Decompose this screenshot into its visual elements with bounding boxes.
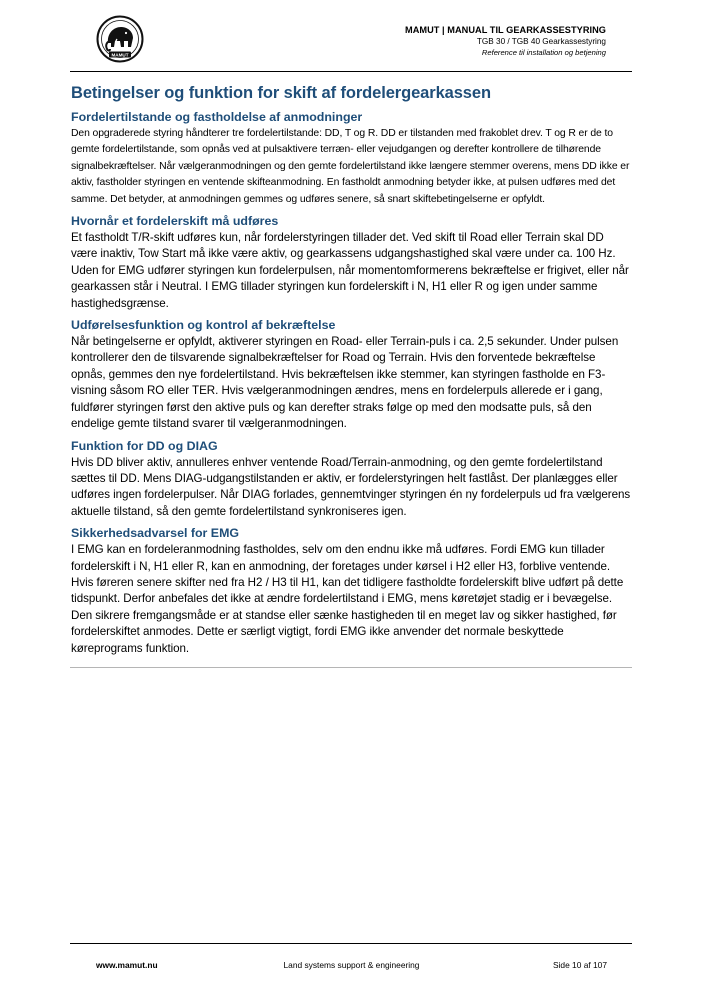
- section-paragraph: Et fastholdt T/R-skift udføres kun, når fordelerstyringen tillader det. Ved skift til Road eller Terrain skal DD være inaktiv, Tow Start må ikke være aktiv, og gearkassens udgangshastighed skal være under ca. 100 Hz. Uden for EMG udfører styringen kun fordelerpulsen, når momentomformerens bekræftelse er frigivet, eller når gearkassen står i Neutral. I EMG tillader styringen kun fordelerskift i N, H1 eller R og igen under samme hastighedsgrænse.: [71, 231, 629, 310]
- section-paragraph: Hvis DD bliver aktiv, annulleres enhver ventende Road/Terrain-anmodning, og den gemte fordelertilstand sættes til DD. Mens DIAG-udgangstilstanden er aktiv, er fordelerstyringen helt fastlåst. Der planlægges eller udføres ingen fordelerpulser. Når DIAG forlades, gennemtvinger styringen én ny fordelerpuls ud fra vælgerens aktuelle tilstand, så den gemte fordelertilstand synkroniseres igen.: [71, 455, 631, 518]
- section-heading: Sikkerhedsadvarsel for EMG: [71, 526, 240, 541]
- header-subtitle: TGB 30 / TGB 40 Gearkassestyring: [476, 37, 606, 46]
- logo-text: MAMUT: [111, 52, 129, 58]
- header-divider: [70, 71, 632, 72]
- section-paragraph: Den opgraderede styring håndterer tre fordelertilstande: DD, T og R. DD er tilstanden med frakoblet drev. T og R er de to gemte fordelertilstande, som opnås ved at pulsaktivere terræn- eller vejudgangen og derefter kontrollere de tilhørende signalbekræftelser. Når vælgeranmodningen og den gemte fordelertilstand ikke længere stemmer overens, mens DD ikke er aktiv, fastholder styringen en ventende skifteanmodning. En fastholdt anmodning betyder ikke, at pulsen udføres med det samme. Det betyder, at anmodningen gemmes og udføres senere, så snart skiftebetingelserne er opfyldt.: [71, 128, 630, 205]
- content-end-divider: [70, 667, 632, 668]
- section-paragraph: I EMG kan en fordeleranmodning fastholdes, selv om den endnu ikke må udføres. Fordi EMG kun tillader fordelerskift i N, H1 eller R, kan en anmodning, der foretages under kørsel i H2 eller H3, forblive ventende. Hvis føreren senere skifter ned fra H2 / H3 til H1, kan det tidligere fastholdte fordelerskift blive udført på dette tidspunkt. Derfor anbefales det ikke at ændre fordelertilstand i EMG, mens køretøjet stadig er i bevægelse. Den sikrere fremgangsmåde er at standse eller sænke hastigheden til en meget lav og sikker hastighed, før fordelerskiftet anmodes. Dette er særligt vigtigt, fordi EMG ikke anvender det normale beskyttede køreprograms funktion.: [71, 543, 624, 655]
- main-content: [71, 83, 633, 662]
- section-heading: Udførelsesfunktion og kontrol af bekræftelse: [71, 318, 336, 333]
- mamut-logo: [95, 14, 145, 64]
- section-paragraph: Når betingelserne er opfyldt, aktiverer styringen en Road- eller Terrain-puls i ca. 2,5 sekunder. Under pulsen kontrollerer den de tilsvarende signalbekræftelser for Road og Terrain. Hvis den forventede bekræftelse opnås, gemmes den nye fordelertilstand. Hvis bekræftelsen ikke stemmer, kan styringen fastholde en F3-visning såsom RO eller TER. Hvis vælgeranmodningen ændres, mens en fordelerpuls allerede er i gang, fuldfører styringen først den aktive puls og kan derefter straks følge op med den modsatte puls, så den endelige gemte tilstand svarer til vælgeranmodningen.: [71, 335, 619, 431]
- header-reference: Reference til installation og betjening: [481, 48, 606, 57]
- footer-page-number: Side 10 af 107: [552, 960, 607, 970]
- page-title: Betingelser og funktion for skift af fordelergearkassen: [71, 84, 491, 102]
- section-heading: Hvornår et fordelerskift må udføres: [71, 214, 279, 229]
- header-title: MAMUT | MANUAL TIL GEARKASSESTYRING: [404, 25, 606, 35]
- section-heading: Funktion for DD og DIAG: [71, 438, 218, 453]
- running-header: [405, 25, 606, 58]
- section-heading: Fordelertilstande og fastholdelse af anmodninger: [71, 110, 363, 124]
- footer-tagline: Land systems support & engineering: [283, 960, 420, 970]
- footer-website: www.mamut.nu: [96, 960, 158, 970]
- footer-divider: [70, 943, 632, 944]
